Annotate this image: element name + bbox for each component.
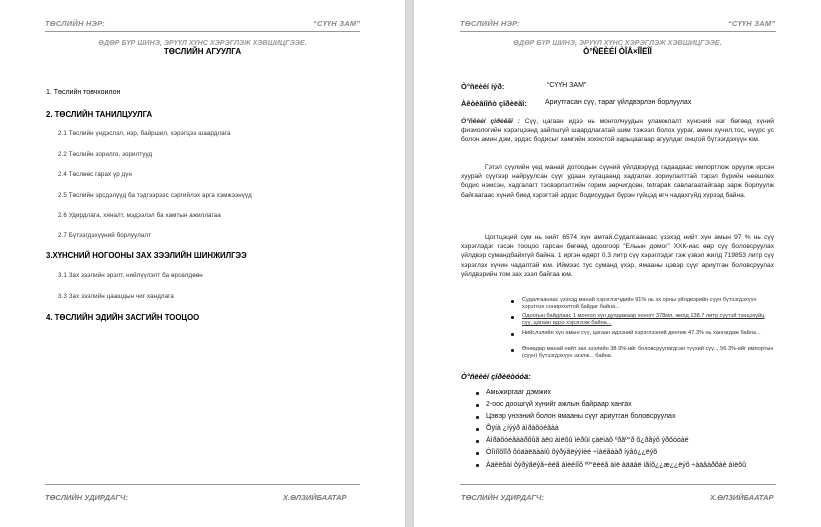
footer-divider xyxy=(45,484,360,485)
purpose-text: Сүү, цагаан идээ нь монголчуудын уламжлалт хүнсний нэг бөгөөд хүний физиологийн хэрэгцээнд зайлшгүй шаардлагатай шим тэжээл болох уураг, амин хүчил,тос, нүүрс ус болон амин дэм, эрдэс бодисыг хамгийн зохистой харьцаагаар агуулдаг онцгой бүтээгдэхүүн юм. xyxy=(461,118,774,144)
toc-item[interactable]: 1. Төслийн товчхоилон xyxy=(46,89,121,96)
footer-manager-name: Х.ӨЛЗИЙБААТАР xyxy=(283,493,347,502)
header-divider xyxy=(45,31,360,32)
bullet-icon xyxy=(476,440,479,443)
task-item: Àäèëõàí õýðýãëýã÷èéã àìèéíîõ ºº°ëèéã àìë àääàë íãíõ¿¿æ¿¿ëýõ ÷àäâàðõàé àìëõû xyxy=(486,462,747,469)
bullet-icon xyxy=(476,428,479,431)
toc-item[interactable]: 2. ТӨСЛИЙН ТАНИЛЦУУЛГА xyxy=(46,110,153,119)
page-title: ТӨСЛИЙН АГУУЛГА xyxy=(163,47,242,56)
toc-item[interactable]: 3.3 Зах зээлийн цаашдын чиг хандлага xyxy=(58,293,174,300)
header-slogan: ӨДӨР БҮР ШИНЭ, ЭРҮҮЛ ХҮНС ХЭРЭГЛЭЖ ХЭВШИЦГЭЭЕ. xyxy=(513,38,722,47)
toc-item[interactable]: 2.4 Төслөөс гарах үр дүн xyxy=(58,171,132,178)
market-paragraph: Цогтцэций сум нь нийт 6574 хүн амтай.Судалгаанаас үзэхэд нийт хүн амын 97 % нь сүү хэрэглэдэг гэсэн тооцоо гарсан бөгөөд одоогоор “Ельын домог” ХХК-иас өөр сүү боловсруулах үйлдвэр сумандбайхгүй байна. 1 иргэн өдөрт 0,3 литр сүү хэрэглэдэг гэж үзвэл жилд 719853 литр сүү хэрэглэх хүчин чадалтай юм. Иймээс тус суманд үхэр, ямааны цэвэр сүүг ариутган боловсруулах үйлдвэрийн том зах зээл байгаа юм. xyxy=(461,234,774,278)
background-paragraph: Гэтэл сүүлийн үед манай дотоодын сүүний үйлдвэрүүд гадаадаас импортлож оруулж ирсэн хуурай сүүгээр найруулсан сүүг удаан хугацаанд хадгалах зориулалттай тэрэл бүрийн неешлех бодис нэмсэн, хадгалагт тэсвэрлэлтийн горим зөрчигдсөн, tetrapak савлагаатайгаар зарж борлуулж байгаагаас хүний биед хэрэгтэй эрдэс бодисуудыг бүрэн гүйцэд өгч чадахгүйд хүрээд байна. xyxy=(461,164,774,199)
task-item: Àìðàõóéãààðõûã àëü àìëõû ìèðûí çàëìàõ ºðãº°ð õ¿ðãýõ ýðõóòàé xyxy=(486,437,689,444)
stat-bullet: Судалгаанаас үзэхэд манай хэрэглэгчдийн 91% нь эх орны үйлдвэрийн сүүн бүтээгдэхүүн хэрэглэх сонирхолтой байдаг байна... xyxy=(522,297,757,311)
task-item: 2-оос доошгүй хүнийг ажлын байраар хангах xyxy=(486,401,632,408)
tasks-title: Ò°ñëèéí çîðèëòóóä: xyxy=(461,372,531,381)
activity-value: Ариутгасан сүү, тараг үйлдвэрлэн борлуулах xyxy=(545,99,692,106)
bullet-icon xyxy=(511,333,514,336)
bullet-icon xyxy=(476,464,479,467)
bullet-icon xyxy=(511,316,514,319)
toc-item[interactable]: 3.1 Зах зээлийн эрэлт, нийлүүлэлт ба өрсөлдөөн xyxy=(58,272,203,279)
project-name-value: “СҮҮН ЗАМ” xyxy=(547,82,587,89)
bullet-icon xyxy=(476,416,479,419)
task-item: Òîìíîõîîð õóäàëäààíû õýðýãëýýíèé ÷ìàéãààð íýâò¿¿ëýõ xyxy=(486,449,658,456)
footer-divider xyxy=(460,484,776,485)
purpose-paragraph xyxy=(461,117,774,145)
stat-bullet: Өнөөдөр манай нийт зах зээлийн 38.9%-ийг боловсруулагдсан түүхий сүү... 56.3%-ийг импортын (сүүн) бүтээгдэхүүн эзэлж... байна. xyxy=(522,346,774,360)
bullet-icon xyxy=(511,349,514,352)
header-divider xyxy=(460,31,776,32)
toc-item[interactable]: 2.5 Төслийн эрсдэлүүд ба тэдгээрээс сэргийлэх арга хэмжээнүүд xyxy=(58,192,252,199)
header-project-name: “СҮҮН ЗАМ” xyxy=(313,19,361,28)
toc-item[interactable]: 3.ХҮНСНИЙ НОГООНЫ ЗАХ ЗЭЭЛИЙН ШИНЖИЛГЭЭ xyxy=(46,251,247,260)
stat-bullet: Нийслэлийн хүн амын сүү, цагаан идээний хэрэглээний дөнгөж 47.3% нь хангагдаж байна... xyxy=(522,330,761,336)
activity-label: Àêòèâíîñò çîðèëãî: xyxy=(461,99,527,108)
toc-item[interactable]: 2.6 Удирдлага, хяналт, мэдээлэл ба хамтын ажиллагаа xyxy=(58,212,221,219)
toc-item[interactable]: 2.2 Төслийн зорилго, зорилтууд xyxy=(58,151,153,158)
header-project-label: ТӨСЛИЙН НЭР: xyxy=(460,19,520,28)
toc-item[interactable]: 2.7 Бүтээгдэхүүний борлуулалт xyxy=(58,232,151,239)
toc-item[interactable]: 2.1 Төслийн үндэслэл, нэр, байршил, хэрэгцээ шаардлага xyxy=(58,130,231,137)
bullet-icon xyxy=(476,404,479,407)
task-item: Цэвэр үнээний болон ямааны сүүг ариутган боловсруулах xyxy=(486,413,676,420)
header-slogan: ӨДӨР БҮР ШИНЭ, ЭРҮҮЛ ХҮНС ХЭРЭГЛЭЖ ХЭВШИЦГЭЭЕ. xyxy=(98,38,307,47)
toc-item[interactable]: 4. ТӨСЛИЙН ЭДИЙН ЗАСГИЙН ТООЦОО xyxy=(46,313,200,322)
task-item: Õÿíà ¿íýýð àìðàõóéãàà xyxy=(486,425,559,432)
bullet-icon xyxy=(476,452,479,455)
purpose-label: Ò°ñëèéí çîðèëãî : xyxy=(461,118,520,125)
footer-manager-label: ТӨСЛИЙН УДИРДАГЧ: xyxy=(461,493,544,502)
page-title: Ò°ÑËÈÉÍ ÒÎÂ×ÎÎËÎÍ xyxy=(583,47,652,56)
footer-manager-label: ТӨСЛИЙН УДИРДАГЧ: xyxy=(45,493,128,502)
task-item: Амьжиргааг дэмжих xyxy=(486,389,551,396)
document-page-left xyxy=(0,0,405,527)
footer-manager-name: Х.ӨЛЗИЙБААТАР xyxy=(710,493,774,502)
document-page-right xyxy=(414,0,821,527)
stat-bullet: Одоогын байдлаас 1 монгол хүн дундажаар хоногт 378мл, жилд 138.7 литр сүүтэй тэнцэхүйц сүү, цагаан идээ хэрэглэж байна... xyxy=(522,313,765,327)
bullet-icon xyxy=(511,300,514,303)
bullet-icon xyxy=(476,392,479,395)
project-name-label: Ò°ñëèéí íýð: xyxy=(461,82,505,91)
header-project-name: “СҮҮН ЗАМ” xyxy=(728,19,776,28)
header-project-label: ТӨСЛИЙН НЭР: xyxy=(45,19,105,28)
